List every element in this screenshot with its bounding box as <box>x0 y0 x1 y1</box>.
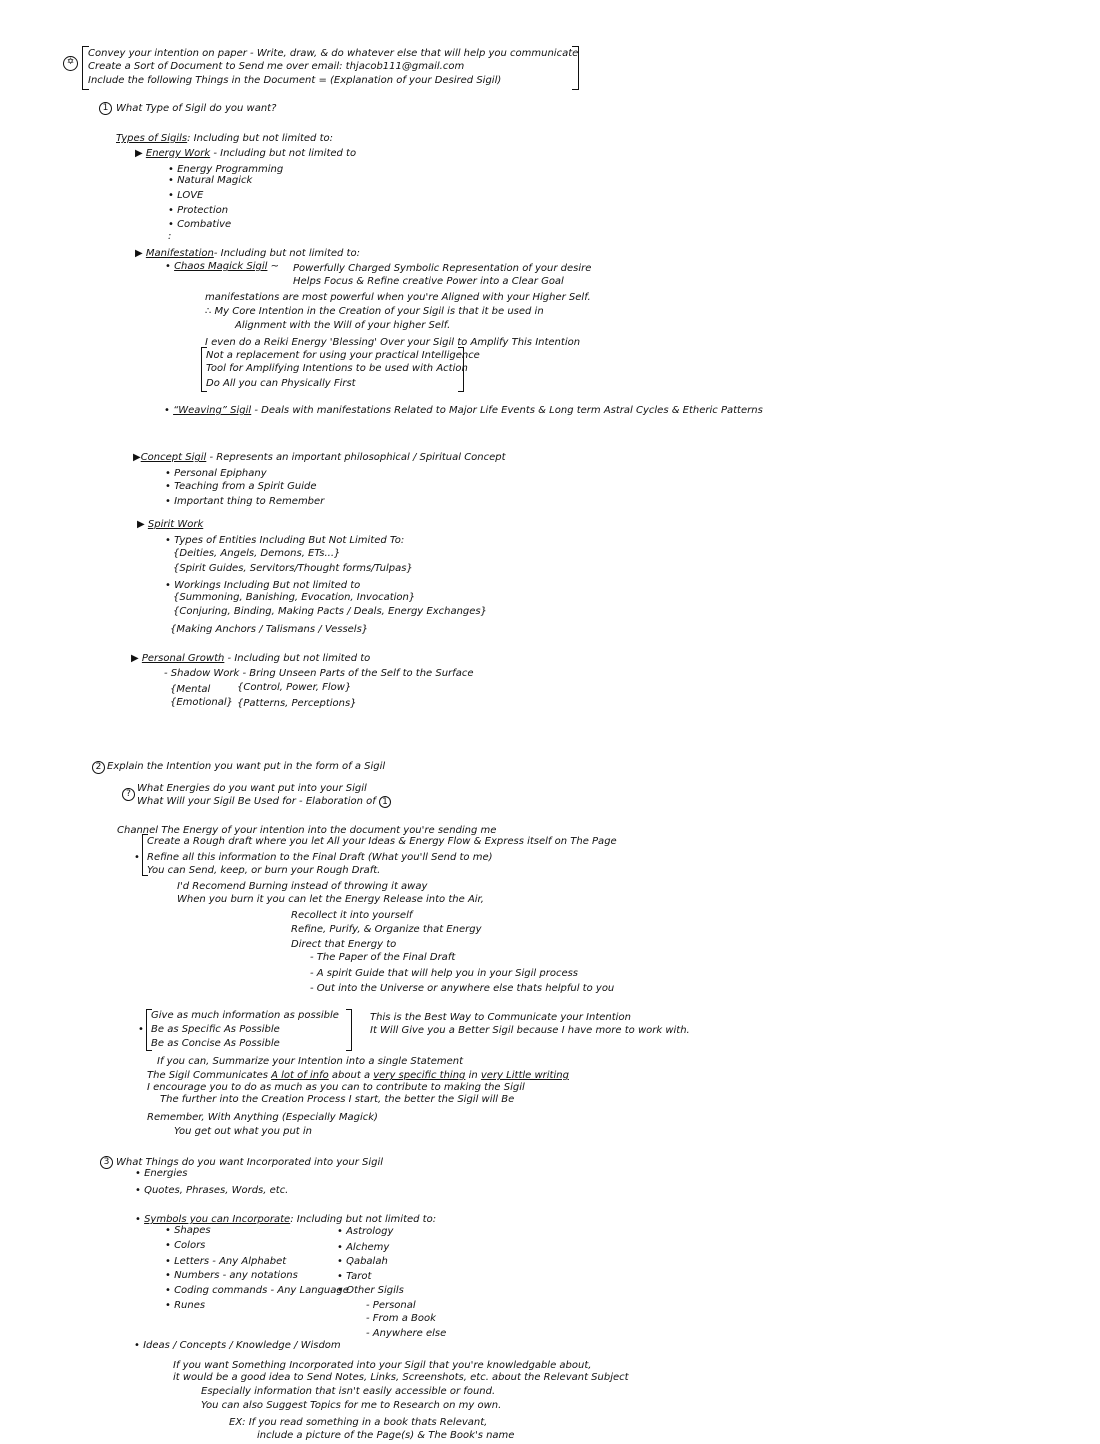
recollect-line: Refine, Purify, & Organize that Energy <box>291 924 482 935</box>
section-3-title: What Things do you want Incorporated into your Sigil <box>116 1157 384 1168</box>
chaos-sigil-desc: Helps Focus & Refine creative Power into a Clear Goal <box>293 276 564 287</box>
burn-line: When you burn it you can let the Energy Release into the Air, <box>177 894 484 905</box>
draft-bullet: • <box>134 852 140 863</box>
energy-work-label: Energy Work <box>145 148 211 159</box>
communicates-a: The Sigil Communicates <box>147 1070 268 1081</box>
symbol-left-item: • Letters - Any Alphabet <box>165 1256 287 1267</box>
give-line: Be as Specific As Possible <box>151 1024 280 1035</box>
chaos-sigil-heading: • Chaos Magick Sigil ~ <box>165 261 279 272</box>
spirit-entities-list: {Spirit Guides, Servitors/Thought forms/Tulpas} <box>173 563 413 574</box>
encourage-line: I encourage you to do as much as you can to contribute to making the Sigil <box>147 1082 525 1093</box>
ideas-item: • Ideas / Concepts / Knowledge / Wisdom <box>134 1340 341 1351</box>
symbol-left-item: • Runes <box>165 1300 206 1311</box>
chaos-sigil-label: Chaos Magick Sigil <box>174 261 268 272</box>
symbol-left-item: • Shapes <box>165 1225 211 1236</box>
other-sigils-item: - Anywhere else <box>366 1328 447 1339</box>
weaving-sigil-label: “Weaving” Sigil <box>173 405 252 416</box>
symbol-right-item: • Other Sigils <box>337 1285 404 1296</box>
quotes-item: • Quotes, Phrases, Words, etc. <box>135 1185 289 1196</box>
reminder-line: Not a replacement for using your practical Intelligence <box>206 350 480 361</box>
section-1-number: 1 <box>99 102 112 115</box>
reminder-line: Do All you can Physically First <box>206 378 356 389</box>
draft-line: Create a Rough draft where you let All your Ideas & Energy Flow & Express itself on The Page <box>147 836 617 847</box>
energy-work-rest: - Including but not limited to <box>213 148 357 159</box>
personal-growth-label: Personal Growth <box>141 653 225 664</box>
ideas-line: You can also Suggest Topics for me to Research on my own. <box>201 1400 502 1411</box>
header-line-3: Include the following Things in the Document = (Explanation of your Desired Sigil) <box>88 75 502 86</box>
energy-item: • Combative <box>168 219 232 230</box>
spirit-work-heading: ▶ Spirit Work <box>137 519 204 530</box>
communicates-d: very specific thing <box>373 1070 466 1081</box>
symbol-right-item: • Qabalah <box>337 1256 388 1267</box>
communicates-b: A lot of info <box>271 1070 329 1081</box>
section-2-sub-line-2 <box>137 796 391 808</box>
give-line: Give as much information as possible <box>151 1010 339 1021</box>
ideas-line: Especially information that isn't easily accessible or found. <box>201 1386 496 1397</box>
chaos-sigil-desc: Powerfully Charged Symbolic Representation of your desire <box>293 263 592 274</box>
section-2-title: Explain the Intention you want put in the form of a Sigil <box>107 761 386 772</box>
symbol-left-item: • Coding commands - Any Language <box>165 1285 349 1296</box>
section-2-sub-line: What Energies do you want put into your Sigil <box>137 783 367 794</box>
symbols-heading: • Symbols you can Incorporate: Including but not limited to: <box>135 1214 437 1225</box>
section-1-title: What Type of Sigil do you want? <box>116 103 277 114</box>
other-sigils-item: - From a Book <box>366 1313 436 1324</box>
further-line: The further into the Creation Process I start, the better the Sigil will Be <box>160 1094 515 1105</box>
communicates-c: about a <box>331 1070 371 1081</box>
section-2-sub-ref-number: 1 <box>379 796 391 808</box>
example-line: include a picture of the Page(s) & The Book's name <box>257 1430 515 1441</box>
header-line-2: Create a Sort of Document to Send me over email: thjacob111@gmail.com <box>88 61 465 72</box>
spirit-work-label: Spirit Work <box>147 519 204 530</box>
energy-item: • Protection <box>168 205 229 216</box>
manifestation-label: Manifestation <box>145 248 214 259</box>
spirit-entities: • Types of Entities Including But Not Limited To: <box>165 535 405 546</box>
best-line: It Will Give you a Better Sigil because I have more to work with. <box>370 1025 690 1036</box>
best-line: This is the Best Way to Communicate your Intention <box>370 1012 631 1023</box>
growth-control: {Control, Power, Flow} <box>237 682 352 693</box>
spirit-workings-list: {Summoning, Banishing, Evocation, Invocation} <box>173 592 416 603</box>
personal-growth-rest: - Including but not limited to <box>227 653 371 664</box>
draft-line: You can Send, keep, or burn your Rough Draft. <box>147 865 381 876</box>
growth-patterns: {Patterns, Perceptions} <box>237 698 357 709</box>
getout-line: You get out what you put in <box>174 1126 312 1137</box>
energy-item: • Energy Programming <box>168 164 284 175</box>
burn-line: I'd Recomend Burning instead of throwing it away <box>177 881 428 892</box>
symbol-right-item: • Alchemy <box>337 1242 390 1253</box>
section-3-number: 3 <box>100 1156 113 1169</box>
symbols-rest: : Including but not limited to: <box>290 1214 437 1225</box>
weaving-sigil: • “Weaving” Sigil - Deals with manifestations Related to Major Life Events & Long term Astral Cycles & Etheric Patterns <box>164 405 763 416</box>
direct-item: - A spirit Guide that will help you in your Sigil process <box>310 968 579 979</box>
manifestation-line: manifestations are most powerful when you're Aligned with your Higher Self. <box>205 292 591 303</box>
direct-item: - Out into the Universe or anywhere else thats helpful to you <box>310 983 615 994</box>
communicates-e: in <box>468 1070 478 1081</box>
draft-line: Refine all this information to the Final Draft (What you'll Send to me) <box>147 852 493 863</box>
spirit-workings-list: {Making Anchors / Talismans / Vessels} <box>170 624 369 635</box>
channel-line: Channel The Energy of your intention into the document you're sending me <box>117 825 497 836</box>
shadow-work: - Shadow Work - Bring Unseen Parts of the Self to the Surface <box>164 668 474 679</box>
energy-item: : <box>168 231 172 242</box>
energy-item: • Natural Magick <box>168 175 253 186</box>
manifestation-rest: - Including but not limited to: <box>213 248 360 259</box>
communicates-f: very Little writing <box>480 1070 569 1081</box>
concept-sigil-heading: ▶Concept Sigil - Represents an important philosophical / Spiritual Concept <box>133 452 506 463</box>
summarize-line: If you can, Summarize your Intention into a single Statement <box>157 1056 464 1067</box>
direct-item: - The Paper of the Final Draft <box>310 952 456 963</box>
section-2-number: 2 <box>92 761 105 774</box>
energy-work-heading: ▶ Energy Work - Including but not limited to <box>135 148 357 159</box>
communicates-line <box>147 1070 569 1082</box>
star-circle-icon: ✡ <box>63 56 78 71</box>
header-line-1: Convey your intention on paper - Write, draw, & do whatever else that will help you communicate <box>88 48 579 59</box>
personal-growth-heading: ▶ Personal Growth - Including but not limited to <box>131 653 371 664</box>
ideas-line: If you want Something Incorporated into your Sigil that you're knowledgable about, <box>173 1360 592 1371</box>
types-heading <box>116 133 333 145</box>
manifestation-line: ∴ My Core Intention in the Creation of your Sigil is that it be used in <box>205 306 544 317</box>
spirit-entities-list: {Deities, Angels, Demons, ETs...} <box>173 548 341 559</box>
symbol-right-item: • Astrology <box>337 1226 394 1237</box>
give-line: Be as Concise As Possible <box>151 1038 280 1049</box>
concept-item: • Personal Epiphany <box>165 468 267 479</box>
energy-item: • LOVE <box>168 190 204 201</box>
concept-item: • Teaching from a Spirit Guide <box>165 481 317 492</box>
energies-item: • Energies <box>135 1168 188 1179</box>
recollect-line: Recollect it into yourself <box>291 910 413 921</box>
types-heading-rest: : Including but not limited to: <box>187 133 333 144</box>
symbol-left-item: • Colors <box>165 1240 206 1251</box>
concept-sigil-label: Concept Sigil <box>140 452 207 463</box>
manifestation-heading: ▶ Manifestation- Including but not limited to: <box>135 248 360 259</box>
reminder-line: Tool for Amplifying Intentions to be used with Action <box>206 363 468 374</box>
ideas-line: it would be a good idea to Send Notes, Links, Screenshots, etc. about the Relevant Subject <box>173 1372 629 1383</box>
manifestation-line: I even do a Reiki Energy 'Blessing' Over your Sigil to Amplify This Intention <box>205 337 581 348</box>
manifestation-line: Alignment with the Will of your higher Self. <box>235 320 451 331</box>
spirit-workings: • Workings Including But not limited to <box>165 580 361 591</box>
weaving-sigil-desc: - Deals with manifestations Related to Major Life Events & Long term Astral Cycles & Etheric Patterns <box>254 405 763 416</box>
symbol-right-item: • Tarot <box>337 1271 372 1282</box>
types-heading-label: Types of Sigils <box>116 133 188 144</box>
concept-item: • Important thing to Remember <box>165 496 325 507</box>
section-2-sub-number: ? <box>122 788 135 801</box>
symbols-label: Symbols you can Incorporate <box>144 1214 291 1225</box>
give-bracket-right <box>346 1009 352 1051</box>
spirit-workings-list: {Conjuring, Binding, Making Pacts / Deals, Energy Exchanges} <box>173 606 487 617</box>
give-bullet: • <box>138 1024 144 1035</box>
other-sigils-item: - Personal <box>366 1300 416 1311</box>
section-2-sub-line-2-text: What Will your Sigil Be Used for - Elaboration of <box>137 796 376 807</box>
growth-mental: {Mental <box>170 684 211 695</box>
symbol-left-item: • Numbers - any notations <box>165 1270 298 1281</box>
growth-emotional: {Emotional} <box>170 697 233 708</box>
remember-line: Remember, With Anything (Especially Magick) <box>147 1112 378 1123</box>
concept-sigil-rest: - Represents an important philosophical / Spiritual Concept <box>209 452 506 463</box>
recollect-line: Direct that Energy to <box>291 939 397 950</box>
example-line: EX: If you read something in a book thats Relevant, <box>229 1417 488 1428</box>
